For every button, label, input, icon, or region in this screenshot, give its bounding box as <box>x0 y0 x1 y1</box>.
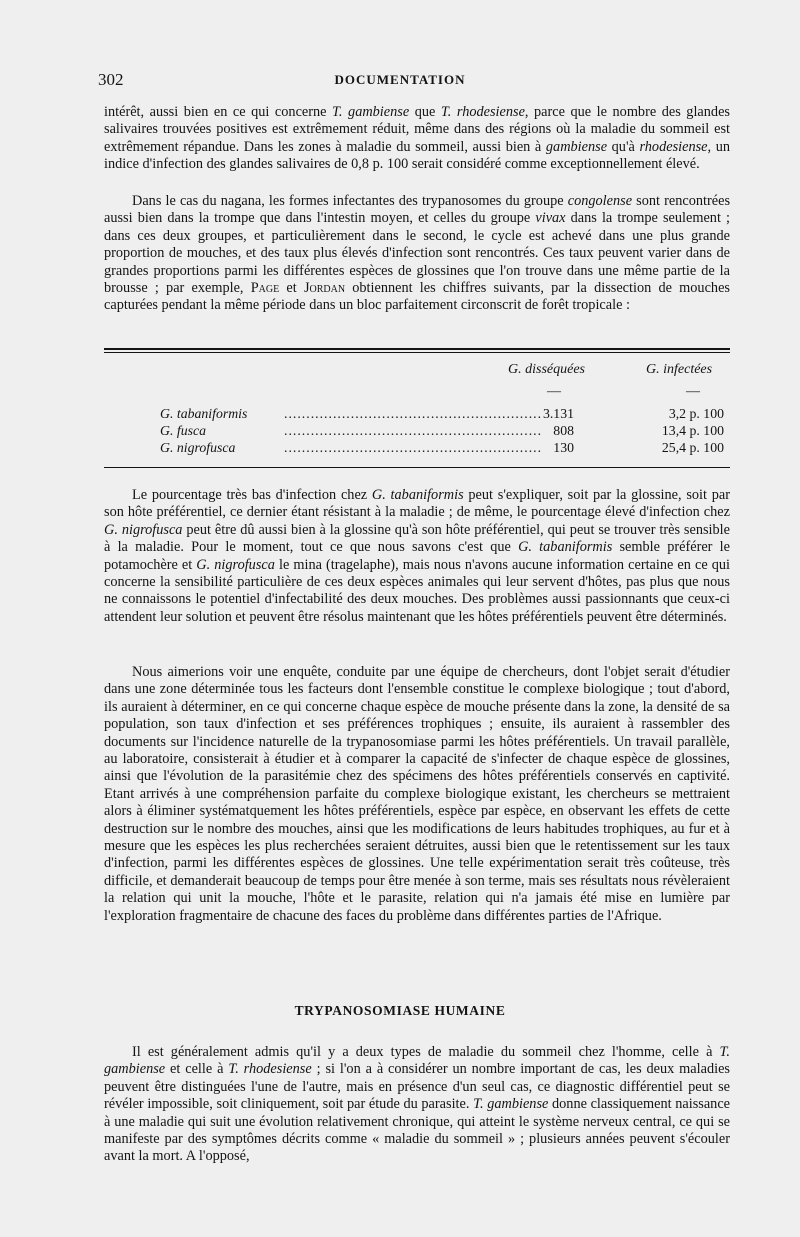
leader-dots: .......................................................... <box>284 406 543 421</box>
paragraph-4: Nous aimerions voir une enquête, conduite par une équipe de chercheurs, dont l'objet serait d'étudier dans une zone déterminée tous les facteurs dont l'ensemble constitue le complexe biologique ; tout d'abord, ils auraient à déterminer, en ce qui concerne chaque espèce de mouche présente dans la zone, la densité de sa population, son taux d'infection et ses préférences trophiques ; ensuite, ils auraient à rassembler des documents sur l'incidence naturelle de la trypanosomiase parmi les hôtes préférentiels. Un travail parallèle, au laboratoire, consisterait à étudier et à comparer la capacité de s'infecter de chaque espèce de glossines, ainsi que l'évolution de la parasitémie chez des spécimens des hôtes préférentiels conservés en captivité. Etant arrivés à une compréhension parfaite du complexe biologique existant, les chercheurs se mettraient alors à éliminer systématquement les hôtes préférentiels, espèce par espèce, en observant les effets de cette destruction sur le nombre des mouches, ainsi que les modifications de leurs habitudes trophiques, au fur et à mesure que les espèces les plus recherchées seraient détruites, aussi bien que le retentissement sur les taux d'infection, parmi les différentes espèces de glossines. Une telle expérimentation serait très coûteuse, très difficile, et demanderait beaucoup de temps pour être menée à son terme, mais ses résultats nous révèleraient la relation qui unit la mouche, l'hôte et le parasite, relation qui n'a jamais été mise en lumière par l'exploration fragmentaire de chacune des faces du problème dans différentes parties de l'Afrique. <box>104 664 730 924</box>
species-name: gambiense <box>545 138 608 155</box>
column-header-dissected: G. disséquées <box>508 362 585 377</box>
column-dash: — <box>547 384 561 399</box>
dissected-cell: 808 <box>553 423 574 438</box>
dissected-cell: 3.131 <box>542 406 574 421</box>
species-name: G. tabaniformis <box>518 539 613 556</box>
table-top-rule-thin <box>104 352 730 353</box>
species-name: T. gambiense <box>332 104 410 120</box>
paragraph-5: Il est généralement admis qu'il y a deux types de maladie du sommeil chez l'homme, celle à T. gambiense et celle à T. rhodesiense ; si l'on a à considérer un nombre important de cas, les deux maladies peuvent être distinguées l'une de l'autre, mais en présence d'un seul cas, ce diagnostic différentiel peut se révéler impossible, soit cliniquement, soit par étude du parasite. T. gambiense donne classiquement naissance à une maladie qui suit une évolution relativement chronique, qui atteint le système nerveux central, ce qui se manifeste par des symptômes décrits comme « maladie du sommeil » ; plusieurs années peuvent s'écouler avant la mort. A l'opposé, <box>104 1044 731 1165</box>
author-name: Jordan <box>303 280 346 297</box>
infected-cell: 13,4 p. 100 <box>661 423 724 438</box>
species-cell: G. tabaniformis <box>160 406 248 421</box>
table-row <box>104 406 730 423</box>
infected-cell: 25,4 p. 100 <box>661 440 724 455</box>
author-name: Page <box>250 280 280 297</box>
paragraph-2: Dans le cas du nagana, les formes infectantes des trypanosomes du groupe congolense sont rencontrées aussi bien dans la trompe que dans l'intestin moyen, et celles du groupe vivax dans la trompe seulement ; dans ces deux groupes, et particulièrement dans le second, le cycle est achevé dans une plus grande proportion de mouches, et des taux plus élevés d'infection sont rencontrés. Ces taux peuvent varier dans de grandes proportions parmi les différentes espèces de glossines que l'on trouve dans une même partie de la brousse ; par exemple, Page et Jordan obtiennent les chiffres suivants, par la dissection de mouches capturées pendant la même période dans un bloc parfaitement circonscrit de forêt tropicale : <box>104 193 731 314</box>
group-name: congolense <box>567 193 633 209</box>
species-name: T. gambiense <box>104 1044 730 1078</box>
species-name: G. nigrofusca <box>104 521 183 538</box>
group-name: vivax <box>535 210 566 227</box>
page-number: 302 <box>98 70 124 89</box>
section-heading: TRYPANOSOMIASE HUMAINE <box>294 1003 506 1018</box>
infected-cell: 3,2 p. 100 <box>668 406 724 421</box>
species-name: G. tabaniformis <box>371 487 464 503</box>
leader-dots: .......................................................... <box>284 423 543 438</box>
table-row <box>104 423 730 440</box>
paragraph-3: Le pourcentage très bas d'infection chez G. tabaniformis peut s'expliquer, soit par la glossine, soit par son hôte préférentiel, ce dernier étant résistant à la maladie ; de même, le pourcentage élevé d'infection chez G. nigrofusca peut être dû aussi bien à la glossine qu'à son hôte préférentiel, qui peut se trouver très sensible à la maladie. Pour le moment, tout ce que nous savons c'est que G. tabaniformis semble préférer le potamochère et G. nigrofusca le mina (tragelaphe), mais nous n'avons aucune information certaine en ce qui concerne la sensibilité particulière de ces deux espèces animales qui leur servent d'hôtes, pas plus que nous ne connaissons le potentiel d'infectabilité des deux mouches. Des problèmes aussi passionnants que ceux-ci attendent leur solution et peuvent être résolus maintenant que les hôtes préférentiels peuvent être déterminés. <box>104 487 731 625</box>
column-dash: — <box>686 384 700 399</box>
species-cell: G. fusca <box>160 423 206 438</box>
dissected-cell: 130 <box>553 440 574 455</box>
page-header <box>0 70 800 90</box>
species-name: rhodesiense <box>639 138 708 155</box>
paragraph-1: intérêt, aussi bien en ce qui concerne T. gambiense que T. rhodesiense, parce que le nombre des glandes salivaires trouvées positives est extrêmement réduit, même dans des régions où la maladie du sommeil est extrêmement répandue. Dans les zones à maladie du sommeil, aussi bien à gambiense qu'à rhodesiense, un indice d'infection des glandes salivaires de 0,8 p. 100 serait considéré comme exceptionnellement élevé. <box>104 104 730 173</box>
species-name: T. rhodesiense <box>228 1061 312 1078</box>
species-name: T. rhodesiense <box>440 104 525 120</box>
table-bottom-rule <box>104 467 730 468</box>
species-cell: G. nigrofusca <box>160 440 236 455</box>
running-title: DOCUMENTATION <box>334 72 466 87</box>
leader-dots: .......................................................... <box>284 440 543 455</box>
species-name: T. gambiense <box>473 1096 549 1113</box>
species-name: G. nigrofusca <box>196 556 275 573</box>
column-header-infected: G. infectées <box>646 362 713 377</box>
table-row <box>104 440 730 457</box>
table-top-rule <box>104 348 730 350</box>
